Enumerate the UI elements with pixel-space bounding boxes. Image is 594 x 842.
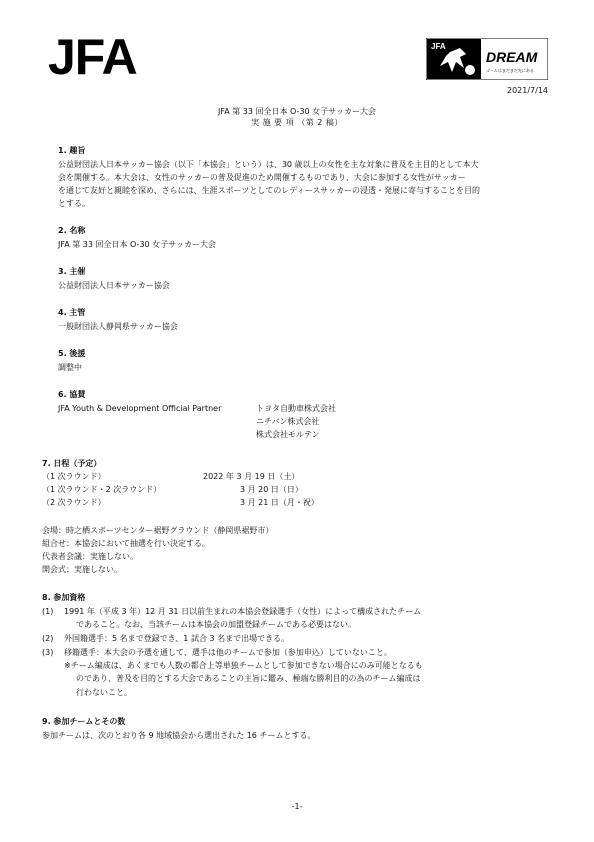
section-2-text: JFA 第 33 回全日本 O-30 女子サッカー大会	[58, 240, 217, 249]
schedule-label: （1 次ラウンド・2 次ラウンド）	[42, 485, 162, 494]
eligibility-number: (2)	[42, 634, 54, 643]
eligibility-line: であること。なお、当該チームは本協会の加盟登録チームである必要はない。	[76, 620, 356, 629]
section-1-line: 会を開催する。本大会は、女性のサッカーの普及促進のため開催するものであり、大会に参加する女性がサッカー	[58, 173, 466, 182]
jfa-logo: JFA	[48, 29, 137, 85]
ball-icon	[465, 65, 475, 75]
schedule-date: 3 月 21 日（月・祝）	[240, 498, 319, 507]
sponsor-item: 株式会社モルテン	[256, 430, 320, 439]
section-1-line: を通じて友好と親睦を深め、さらには、生涯スポーツとしてのレディースサッカーの浸透・発展に寄与することを目的	[58, 186, 480, 195]
page-number: -1-	[291, 802, 303, 811]
dream-logo-tagline: ゴールはまだまだ先にある	[486, 68, 534, 73]
eligibility-note-line: のであり、普及を目的とする大会であることの主旨に鑑み、極端な勝利目的の為のチーム編成は	[76, 674, 421, 683]
section-6-heading: 6. 協賛	[58, 390, 86, 399]
section-3-heading: 3. 主催	[58, 267, 86, 276]
section-8-heading: 8. 参加資格	[42, 593, 86, 602]
section-6-partner-label: JFA Youth & Development Official Partner	[58, 404, 222, 413]
schedule-note: 組合せ：本協会において抽選を行い決定する。	[42, 539, 210, 548]
eligibility-note-line: 行わないこと。	[76, 688, 132, 697]
section-1-heading: 1. 趣旨	[58, 146, 86, 155]
dream-logo-jfa-text: JFA	[431, 42, 446, 51]
section-9-heading: 9. 参加チームとその数	[42, 717, 126, 726]
section-9-text: 参加チームは、次のとおり各 9 地域協会から選出された 16 チームとする。	[42, 731, 316, 740]
section-7-heading: 7. 日程（予定）	[42, 459, 102, 468]
schedule-label: （2 次ラウンド）	[42, 498, 106, 507]
schedule-date: 2022 年 3 月 19 日（土）	[203, 472, 300, 481]
eligibility-number: (1)	[42, 607, 54, 616]
schedule-note: 代表者会議：実施しない。	[42, 552, 138, 561]
schedule-date: 3 月 20 日（日）	[240, 485, 303, 494]
section-4-text: 一般財団法人静岡県サッカー協会	[58, 322, 178, 331]
schedule-label: （1 次ラウンド）	[42, 472, 106, 481]
document-subtitle: 実 施 要 項 （第 2 稿）	[251, 118, 343, 127]
document-date: 2021/7/14	[507, 86, 549, 95]
sponsor-item: トヨタ自動車株式会社	[256, 404, 336, 413]
eligibility-number: (3)	[42, 648, 54, 657]
jfa-dream-logo	[426, 38, 548, 80]
section-3-text: 公益財団法人日本サッカー協会	[58, 281, 170, 290]
section-1-line: とする。	[58, 199, 90, 208]
section-1-line: 公益財団法人日本サッカー協会（以下「本協会」という）は、30 歳以上の女性を主な対象に普及を主目的として本大	[58, 160, 479, 169]
dream-logo-graphic	[426, 38, 548, 80]
section-4-heading: 4. 主管	[58, 308, 86, 317]
section-5-heading: 5. 後援	[58, 349, 86, 358]
eligibility-note-line: ※チーム編成は、あくまでも人数の都合上等単独チームとして参加できない場合にのみ可能となるも	[64, 661, 423, 670]
schedule-note: 開会式：実施しない。	[42, 565, 122, 574]
section-2-heading: 2. 名称	[58, 226, 86, 235]
sponsor-item: ニチバン株式会社	[256, 417, 320, 426]
document-title: JFA 第 33 回全日本 O-30 女子サッカー大会	[217, 107, 377, 116]
eligibility-line: 外国籍選手：5 名まで登録でき、1 試合 3 名まで出場できる。	[64, 634, 290, 643]
section-5-text: 調整中	[58, 363, 82, 372]
eligibility-line: 1991 年（平成 3 年）12 月 31 日以前生まれの本協会登録選手（女性）によって構成されたチーム	[64, 607, 422, 616]
dream-logo-dream-text: DREAM	[486, 49, 538, 65]
eligibility-line: 移籍選手：本大会の予選を通して、選手は他のチームで参加（参加申込）していないこと。	[64, 648, 392, 657]
schedule-note: 会場：時之栖スポーツセンター裾野グラウンド（静岡県裾野市）	[42, 526, 274, 535]
